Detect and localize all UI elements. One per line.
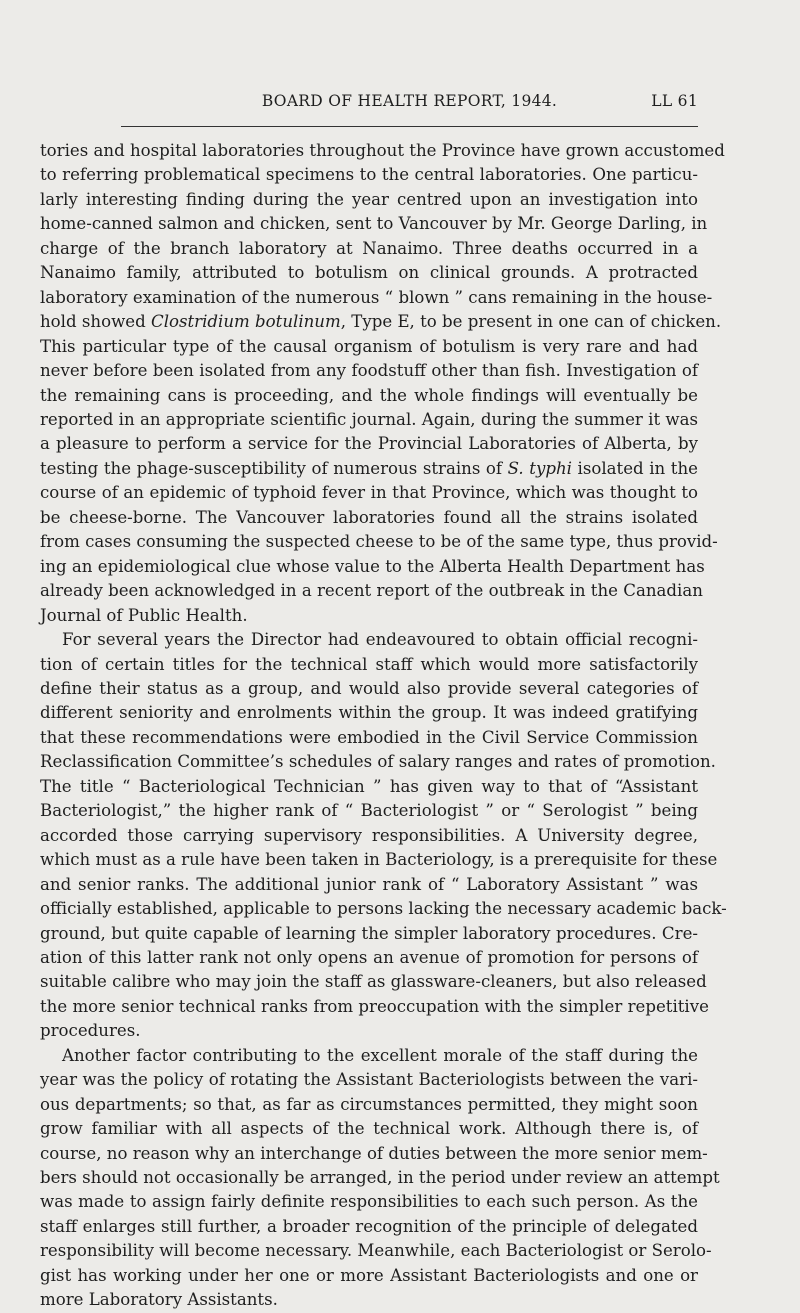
text-line: was made to assign fairly definite responsibilities to each such person. As the xyxy=(40,1192,698,1212)
text-line: Journal of Public Health. xyxy=(40,605,248,625)
organism-name: S. typhi xyxy=(507,458,572,478)
text-line: officially established, applicable to persons lacking the necessary academic back- xyxy=(40,899,727,919)
text-line: larly interesting finding during the year centred upon an investigation into xyxy=(40,189,698,209)
text-line: the remaining cans is proceeding, and the whole findings will eventually be xyxy=(40,385,698,405)
text-line: tories and hospital laboratories throughout the Province have grown accustomed xyxy=(40,141,725,160)
text-segment: , Type E, to be present in one can of chicken. xyxy=(340,312,722,332)
text-segment: hold showed xyxy=(40,312,151,332)
header-rule xyxy=(121,126,698,127)
text-line: reported in an appropriate scientific journal. Again, during the summer it was xyxy=(40,409,698,429)
text-line: course of an epidemic of typhoid fever in that Province, which was thought to xyxy=(40,483,698,503)
text-line: For several years the Director had endeavoured to obtain official recogni- xyxy=(62,630,698,650)
paragraph-3 xyxy=(40,1044,720,1313)
body-text xyxy=(40,139,727,1313)
text-line: from cases consuming the suspected cheese to be of the same type, thus provid- xyxy=(40,532,718,552)
text-line: that these recommendations were embodied in the Civil Service Commission xyxy=(40,727,698,747)
text-line: gist has working under her one or more Assistant Bacteriologists and one or xyxy=(40,1265,698,1285)
running-head-title: BOARD OF HEALTH REPORT, 1944. xyxy=(261,92,558,110)
page-number: LL 61 xyxy=(651,92,698,110)
text-line: be cheese-borne. The Vancouver laboratories found all the strains isolated xyxy=(40,507,698,527)
text-line: Bacteriologist,” the higher rank of “ Bacteriologist ” or “ Serologist ” being xyxy=(40,801,698,821)
text-line: which must as a rule have been taken in Bacteriology, is a prerequisite for these xyxy=(40,850,718,870)
text-line: Reclassification Committee’s schedules of salary ranges and rates of promotion. xyxy=(40,752,716,772)
text-segment: isolated in the xyxy=(571,458,698,478)
text-segment: testing the phage-susceptibility of numerous strains of xyxy=(40,458,508,478)
text-line: never before been isolated from any foodstuff other than fish. Investigation of xyxy=(40,361,698,381)
text-line: to referring problematical specimens to the central laboratories. One particu- xyxy=(40,165,698,185)
text-line: procedures. xyxy=(40,1021,141,1041)
text-line xyxy=(40,457,698,481)
text-line: ous departments; so that, as far as circumstances permitted, they might soon xyxy=(40,1094,698,1114)
text-line: the more senior technical ranks from preoccupation with the simpler repetitive xyxy=(40,996,709,1016)
text-line: grow familiar with all aspects of the technical work. Although there is, of xyxy=(40,1119,698,1139)
text-line: a pleasure to perform a service for the Provincial Laboratories of Alberta, by xyxy=(40,434,698,454)
text-line: ing an epidemiological clue whose value to the Alberta Health Department has xyxy=(40,556,705,576)
text-line: Another factor contributing to the excellent morale of the staff during the xyxy=(62,1045,698,1065)
text-line: home-canned salmon and chicken, sent to Vancouver by Mr. George Darling, in xyxy=(40,214,708,234)
text-line: more Laboratory Assistants. xyxy=(40,1290,278,1310)
paragraph-1 xyxy=(40,139,725,628)
text-line: This particular type of the causal organism of botulism is very rare and had xyxy=(40,336,698,356)
text-line: The title “ Bacteriological Technician ” has given way to that of “Assistant xyxy=(40,776,698,796)
text-line: different seniority and enrolments within the group. It was indeed gratifying xyxy=(40,703,698,723)
organism-name: Clostridium botulinum xyxy=(151,312,341,332)
text-line: course, no reason why an interchange of duties between the more senior mem- xyxy=(40,1143,708,1163)
text-line: responsibility will become necessary. Meanwhile, each Bacteriologist or Serolo- xyxy=(40,1241,712,1261)
text-line: year was the policy of rotating the Assistant Bacteriologists between the vari- xyxy=(40,1070,698,1090)
text-line: accorded those carrying supervisory responsibilities. A University degree, xyxy=(40,825,698,845)
text-line: laboratory examination of the numerous “ blown ” cans remaining in the house- xyxy=(40,287,713,307)
text-line xyxy=(40,310,722,334)
text-line: bers should not occasionally be arranged, in the period under review an attempt xyxy=(40,1168,720,1188)
paragraph-2 xyxy=(40,628,727,1044)
running-head xyxy=(121,92,698,114)
text-line: and senior ranks. The additional junior rank of “ Laboratory Assistant ” was xyxy=(40,874,698,894)
text-line: Nanaimo family, attributed to botulism on clinical grounds. A protracted xyxy=(40,263,698,283)
text-line: define their status as a group, and would also provide several categories of xyxy=(40,678,698,698)
text-line: staff enlarges still further, a broader recognition of the principle of delegated xyxy=(40,1216,698,1236)
text-line: ground, but quite capable of learning the simpler laboratory procedures. Cre- xyxy=(40,923,698,943)
text-line: tion of certain titles for the technical staff which would more satisfactorily xyxy=(40,654,698,674)
text-line: already been acknowledged in a recent report of the outbreak in the Canadian xyxy=(40,581,703,601)
text-line: suitable calibre who may join the staff as glassware-cleaners, but also released xyxy=(40,972,707,992)
text-line: charge of the branch laboratory at Nanaimo. Three deaths occurred in a xyxy=(40,238,698,258)
text-line: ation of this latter rank not only opens an avenue of promotion for persons of xyxy=(40,947,698,967)
